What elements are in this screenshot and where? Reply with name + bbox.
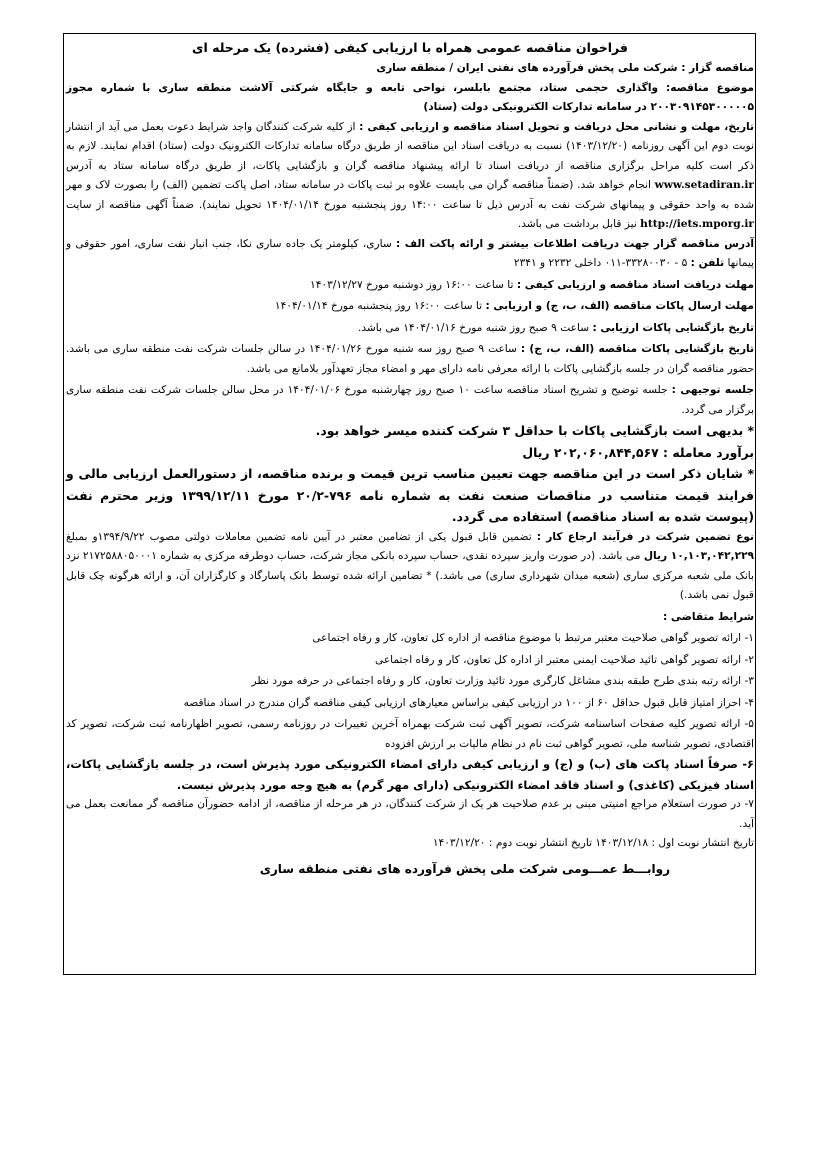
- deadline-submit: [66, 297, 754, 317]
- timing-text-2: انجام خواهد شد. (ضمناً مناقصه گران می بایست علاوه بر ثبت پاکات در سامانه ستاد، اصل پاکت تضمین (الف) را بصورت لاک و مهر شده به واحد حقوقی و پیمانهای شرکت نفت به آدرس ذیل تا ساعت ۱۴:۰۰ روز پنجشنبه مورخ ۱۴۰۴/۰۱/۱۴ تحویل نمایند). ضمناً آگهی مناقصه از سایت: [66, 179, 754, 211]
- briefing-text: جلسه توضیح و تشریح اسناد مناقصه ساعت ۱۰ صبح روز چهارشنبه مورخ ۱۴۰۴/۰۱/۰۶ در محل سالن جلسات شرکت نفت منطقه ساری برگزار می گردد.: [66, 384, 754, 416]
- condition-item: ۳- ارائه رتبه بندی طرح طبقه بندی مشاغل کارگری مورد تائید وزارت تعاون، کار و رفاه اجتماعی در حرفه مورد نظر: [251, 675, 754, 687]
- signature: روابـــط عمـــومی شرکت ملی پخش فرآورده های نفتی منطقه ساری: [259, 861, 670, 876]
- guarantee-amount: ۱۰,۱۰۳,۰۴۲,۲۲۹ ریال: [643, 550, 754, 562]
- evaluation-note: * شایان ذکر است در این مناقصه جهت تعیین مناسب ترین قیمت و برنده مناقصه، از دستورالعمل ارزیابی مالی و فرایند قیمت متناسب در مناقصات صنعت نفت به شماره نامه ۷۹۶-۲۰/۲ مورخ ۱۳۹۹/۱۲/۱۱ وزیر محترم نفت (پیوست شده به اسناد مناقصه) استفاده می گردد.: [66, 466, 754, 524]
- guarantee-text-2: می باشد. (در صورت واریز سپرده نقدی، حساب سپرده بانکی مجاز شرکت، حساب دوطرفه مرکزی به شماره ۲۱۷۲۵۸۸۰۵۰۰۰۱ نزد بانک ملی شعبه مرکزی ساری (شعبه میدان شهرداری ساری) می باشد.) * تضامین ارائه شده توسط بانک پاسارگاد و کارگزاران آن، و ارائه هرگونه چک قابل قبول نمی باشد.): [66, 550, 754, 601]
- briefing-label: جلسه توجیهی :: [671, 384, 754, 396]
- deadline-receive-label: مهلت دریافت اسناد مناقصه و ارزیابی کیفی :: [516, 278, 754, 291]
- address-text: ساری، کیلومتر یک جاده ساری نکا، جنب انبار نفت ساری، امور حقوقی و پیمانها: [66, 237, 754, 269]
- opening-quality-text: ساعت ۹ صبح روز شنبه مورخ ۱۴۰۴/۰۱/۱۶ می باشد.: [357, 321, 590, 334]
- timing-label: تاریخ، مهلت و نشانی محل دریافت و تحویل اسناد مناقصه و ارزیابی کیفی :: [359, 120, 754, 133]
- guarantee-text-1: تضمین قابل قبول یکی از تضامین معتبر در آیین نامه تضمین معاملات دولتی مصوب ۱۳۹۴/۹/۲۲و بمبلغ: [66, 530, 532, 543]
- briefing-session: [66, 381, 754, 420]
- publication-dates: تاریخ انتشار نوبت اول : ۱۴۰۳/۱۲/۱۸ تاریخ انتشار نوبت دوم : ۱۴۰۳/۱۲/۲۰: [432, 837, 754, 849]
- conditions-heading: شرایط متقاضی :: [662, 610, 754, 623]
- estimate: برآورد معامله : ۲۰۲,۰۶۰,۸۴۴,۵۶۷ ریال: [522, 444, 754, 460]
- address-paragraph: [66, 235, 754, 274]
- condition-item: ۲- ارائه تصویر گواهی تائید صلاحیت ایمنی معتبر از اداره کل تعاون، کار و رفاه اجتماعی: [374, 653, 754, 666]
- setad-link[interactable]: www.setadiran.ir: [654, 179, 754, 191]
- iets-link[interactable]: http://iets.mporg.ir: [640, 218, 754, 230]
- timing-text-1: از کلیه شرکت کنندگان واجد شرایط دعوت بعمل می آید از انتشار نوبت دوم این آگهی روزنامه (۱۴۰۳/۱۲/۲۰) نسبت به دریافت اسناد این مناقصه از طریق درگاه سامانه تدارکات الکترونیک دولت (ستاد) اقدام نمایند. لازم به ذکر است کلیه مراحل برگزاری مناقصه از دریافت اسناد تا ارائه پیشنهاد مناقصه گران و بازگشایی پاکات، از طریق درگاه سامانه ستاد به آدرس: [66, 120, 754, 172]
- guarantee-paragraph: [66, 528, 754, 606]
- opening-quality-label: تاریخ بازگشایی پاکات ارزیابی :: [592, 321, 754, 334]
- condition-item-electronic-signature: ۶- صرفاً اسناد پاکت های (ب) و (ج) و ارزیابی کیفی دارای امضاء الکترونیکی مورد پذیرش است، در جلسه بازگشایی پاکات، اسناد فیزیکی (کاغذی) و اسناد فاقد امضاء الکترونیکی (دارای مهر گرم) به هیچ وجه مورد پذیرش نیست.: [66, 757, 754, 792]
- condition-item: ۱- ارائه تصویر گواهی صلاحیت معتبر مرتبط با موضوع مناقصه از اداره کل تعاون، کار و رفاه اجتماعی: [312, 632, 754, 644]
- address-label: آدرس مناقصه گزار جهت دریافت اطلاعات بیشتر و ارائه پاکت الف :: [396, 237, 755, 250]
- condition-item: ۵- ارائه تصویر کلیه صفحات اساسنامه شرکت، تصویر آگهی ثبت شرکت بهمراه آخرین تغییرات در روزنامه رسمی، تصویر اظهارنامه ثبت شرکت، تصویر کد اقتصادی، تصویر شناسه ملی، تصویر گواهی ثبت نام در نظام مالیات بر ارزش افزوده: [66, 718, 754, 750]
- opening-bids: [66, 340, 754, 379]
- minimum-bidders-note: * بدیهی است بازگشایی پاکات با حداقل ۳ شرکت کننده میسر خواهد بود.: [315, 423, 754, 438]
- notice-title: فراخوان مناقصه عمومی همراه با ارزیابی کیفی (فشرده) یک مرحله ای: [192, 40, 628, 55]
- opening-quality: [66, 319, 754, 339]
- guarantee-label: نوع تضمین شرکت در فرآیند ارجاع کار :: [536, 530, 754, 543]
- opening-bids-label: تاریخ بازگشایی پاکات مناقصه (الف، ب، ج) :: [520, 343, 755, 355]
- deadline-submit-label: مهلت ارسال پاکات مناقصه (الف، ب، ج) و ارزیابی :: [485, 300, 754, 312]
- deadline-receive: [66, 276, 754, 296]
- condition-item-security: ۷- در صورت استعلام مراجع امنیتی مبنی بر عدم صلاحیت هر یک از شرکت کنندگان، در هر مرحله از مناقصه، از ادامه حضورآن مناقصه گر ممانعت بعمل می آید.: [66, 798, 754, 830]
- phone-number: ۵ - ۳۳۲۸۰۰۳۰-۰۱۱ داخلی ۲۲۳۲ و ۲۳۴۱: [513, 257, 688, 269]
- tender-notice: [66, 37, 754, 879]
- timing-paragraph: [66, 118, 754, 235]
- deadline-receive-text: تا ساعت ۱۶:۰۰ روز دوشنبه مورخ ۱۴۰۳/۱۲/۲۷: [310, 278, 514, 291]
- organizer: مناقصه گزار : شرکت ملی پخش فرآورده های نفتی ایران / منطقه ساری: [376, 62, 754, 74]
- condition-item: ۴- احراز امتیاز قابل قبول حداقل ۶۰ از ۱۰۰ در ارزیابی کیفی براساس معیارهای ارزیابی کیفی مناقصه گران مندرج در اسناد مناقصه: [183, 696, 754, 709]
- timing-text-3: نیز قابل برداشت می باشد.: [517, 218, 637, 230]
- phone-label: تلفن :: [690, 257, 725, 269]
- tender-subject: موضوع مناقصه: واگذاری حجمی ستاد، مجتمع بابلسر، نواحی تابعه و جایگاه شرکتی آلاشت منطقه ساری با شماره مجوز ۲۰۰۳۰۹۱۴۵۳۰۰۰۰۰۵ در سامانه تدارکات الکترونیکی دولت (ستاد): [66, 81, 754, 113]
- deadline-submit-text: تا ساعت ۱۶:۰۰ روز پنجشنبه مورخ ۱۴۰۴/۰۱/۱۴: [274, 300, 483, 312]
- opening-bids-text: ساعت ۹ صبح روز سه شنبه مورخ ۱۴۰۴/۰۱/۲۶ در سالن جلسات شرکت نفت منطقه ساری می باشد. حضور مناقصه گران در جلسه بازگشایی پاکات با ارائه معرفی نامه دارای مهر و امضاء مجاز تعهدآور بلامانع می باشد.: [66, 343, 754, 375]
